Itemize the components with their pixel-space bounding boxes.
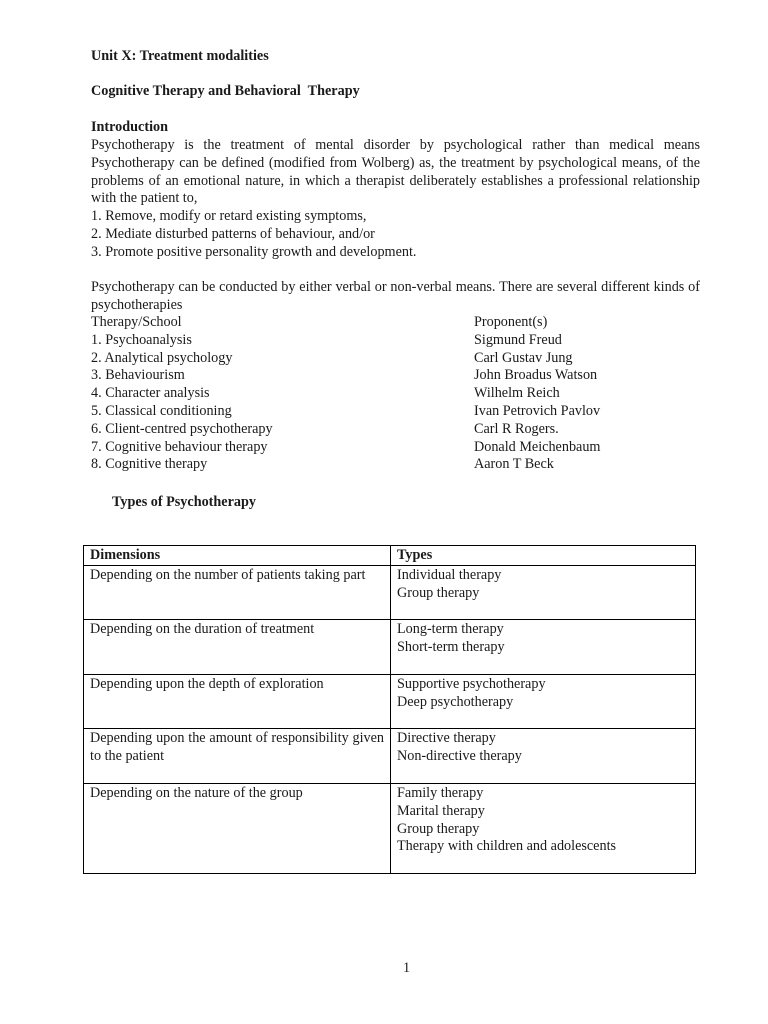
section-title: Cognitive Therapy and Behavioral Therapy xyxy=(91,83,360,99)
table-row xyxy=(91,403,700,421)
list-item: 2. Mediate disturbed patterns of behaviour, and/or xyxy=(91,225,375,242)
types-cell xyxy=(391,566,696,620)
column-header-types: Types xyxy=(391,546,696,566)
school-name: 1. Psychoanalysis xyxy=(91,331,192,348)
dimension-cell: Depending on the nature of the group xyxy=(84,784,391,874)
table-row xyxy=(91,367,700,385)
type-item: Long-term therapy xyxy=(397,621,504,637)
type-item: Therapy with children and adolescents xyxy=(397,838,617,855)
table-row xyxy=(91,421,700,439)
column-header-dimensions: Dimensions xyxy=(84,546,391,566)
type-item: Short-term therapy xyxy=(397,638,505,655)
dimension-cell: Depending upon the amount of responsibility given to the patient xyxy=(84,729,391,784)
table-row xyxy=(84,675,696,729)
dimension-cell: Depending on the duration of treatment xyxy=(84,620,391,675)
table-header-row xyxy=(91,314,700,332)
type-item: Group therapy xyxy=(397,584,480,601)
type-item: Individual therapy xyxy=(397,567,502,583)
table-row xyxy=(91,439,700,457)
table-row xyxy=(91,385,700,403)
unit-title: Unit X: Treatment modalities xyxy=(91,48,269,64)
column-header-school: Therapy/School xyxy=(91,314,182,330)
school-name: 5. Classical conditioning xyxy=(91,402,232,419)
type-item: Non-directive therapy xyxy=(397,747,522,764)
list-item: 1. Remove, modify or retard existing symptoms, xyxy=(91,208,367,224)
table-row xyxy=(84,566,696,620)
types-table xyxy=(83,545,696,874)
type-item: Directive therapy xyxy=(397,730,496,746)
table-row xyxy=(84,784,696,874)
school-name: 8. Cognitive therapy xyxy=(91,456,208,473)
dimension-cell: Depending on the number of patients taking part xyxy=(84,566,391,620)
types-cell xyxy=(391,729,696,784)
types-cell xyxy=(391,620,696,675)
column-header-proponent: Proponent(s) xyxy=(474,314,548,330)
proponent-name: Carl R Rogers. xyxy=(474,420,559,437)
proponent-name: John Broadus Watson xyxy=(474,367,598,384)
proponent-name: Aaron T Beck xyxy=(474,456,554,473)
type-item: Marital therapy xyxy=(397,802,485,819)
table-header-row xyxy=(84,546,696,566)
goals-list xyxy=(91,208,416,261)
proponent-name: Wilhelm Reich xyxy=(474,385,560,402)
dimension-cell: Depending upon the depth of exploration xyxy=(84,675,391,729)
type-item: Supportive psychotherapy xyxy=(397,676,546,692)
school-name: 2. Analytical psychology xyxy=(91,349,233,366)
proponent-name: Ivan Petrovich Pavlov xyxy=(474,402,601,419)
types-paragraph: Psychotherapy can be conducted by either verbal or non-verbal means. There are several different kinds of psychotherapies xyxy=(91,279,700,313)
school-name: 4. Character analysis xyxy=(91,385,210,402)
school-name: 3. Behaviourism xyxy=(91,367,185,384)
type-item: Group therapy xyxy=(397,820,480,837)
types-heading: Types of Psychotherapy xyxy=(112,494,256,510)
proponent-name: Carl Gustav Jung xyxy=(474,349,573,366)
types-cell xyxy=(391,784,696,874)
introduction-paragraph: Psychotherapy is the treatment of mental disorder by psychological rather than medical means Psychotherapy can be defined (modified from Wolberg) as, the treatment by psychological means, of the problems of an emotional nature, in which a therapist deliberately establishes a professional relationship with the patient to, xyxy=(91,137,700,207)
school-name: 6. Client-centred psychotherapy xyxy=(91,420,273,437)
table-row xyxy=(91,332,700,350)
table-row xyxy=(91,456,700,474)
school-name: 7. Cognitive behaviour therapy xyxy=(91,438,268,455)
schools-table xyxy=(91,314,700,474)
table-row xyxy=(84,620,696,675)
list-item: 3. Promote positive personality growth and development. xyxy=(91,243,417,260)
proponent-name: Donald Meichenbaum xyxy=(474,438,601,455)
type-item: Deep psychotherapy xyxy=(397,693,514,710)
page-number: 1 xyxy=(403,960,411,976)
introduction-heading: Introduction xyxy=(91,119,168,135)
type-item: Family therapy xyxy=(397,785,484,801)
types-cell xyxy=(391,675,696,729)
table-row xyxy=(91,350,700,368)
proponent-name: Sigmund Freud xyxy=(474,331,562,348)
table-row xyxy=(84,729,696,784)
